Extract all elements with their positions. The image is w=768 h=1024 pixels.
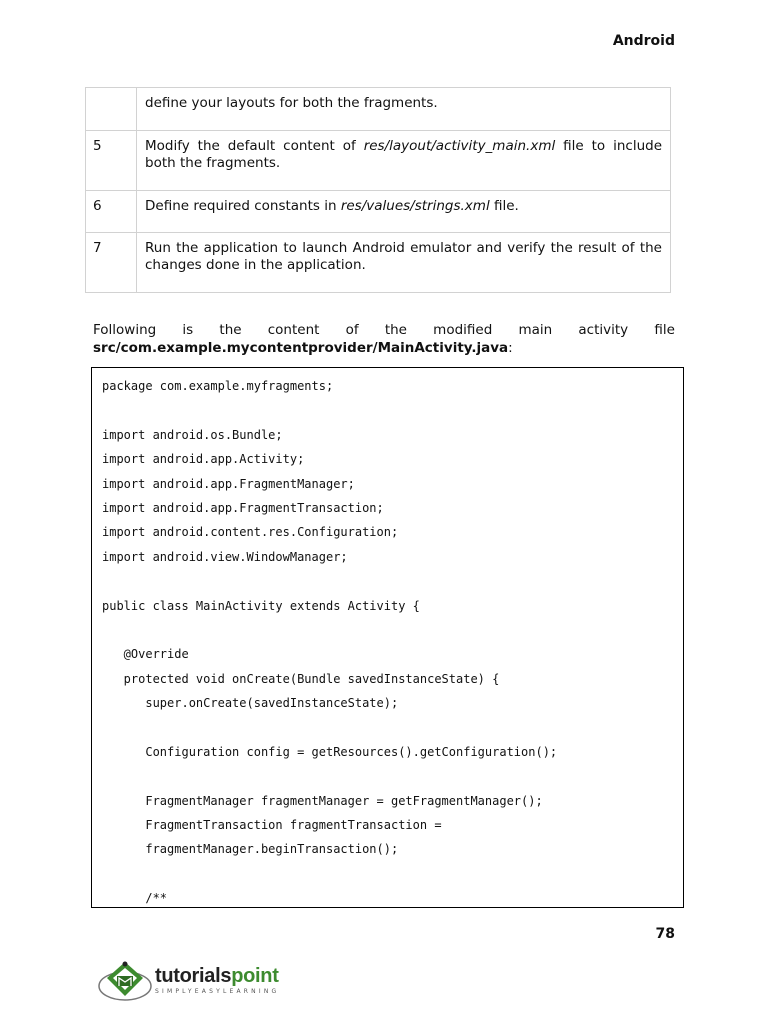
intro-word: activity	[578, 322, 629, 338]
code-line: FragmentManager fragmentManager = getFragmentManager();	[102, 793, 543, 808]
code-line: import android.view.WindowManager;	[102, 549, 348, 564]
intro-paragraph	[93, 321, 675, 357]
code-line: fragmentManager.beginTransaction();	[102, 842, 399, 857]
code-line: FragmentTransaction fragmentTransaction =	[102, 818, 442, 833]
logo-tagline: SIMPLYEASYLEARNING	[155, 988, 280, 995]
intro-word: main	[518, 322, 553, 338]
step-text-segment: file to include both the fragments.	[145, 138, 662, 171]
step-number	[86, 88, 137, 131]
logo-word-point: point	[231, 965, 279, 987]
step-number: 7	[86, 233, 137, 293]
code-line: Configuration config = getResources().getConfiguration();	[102, 744, 558, 759]
code-content	[92, 368, 683, 908]
step-number: 5	[86, 131, 137, 191]
intro-word: the	[384, 322, 407, 338]
logo-word-tutorials: tutorials	[155, 965, 232, 987]
code-line: import android.content.res.Configuration;	[102, 525, 399, 540]
intro-word: the	[219, 322, 242, 338]
step-text-segment: Run the application to launch Android emulator and verify the result of the changes done in the application.	[145, 240, 662, 273]
step-text	[137, 233, 671, 293]
intro-word: content	[267, 322, 320, 338]
step-text	[137, 131, 671, 191]
table-row	[86, 131, 671, 191]
code-line: /**	[102, 891, 168, 906]
table-row	[86, 88, 671, 131]
table-row	[86, 191, 671, 233]
file-path-italic: res/layout/activity_main.xml	[363, 138, 556, 154]
code-line	[102, 715, 683, 739]
code-line	[102, 618, 683, 642]
code-line: import android.app.FragmentTransaction;	[102, 500, 384, 515]
code-line: @Override	[102, 647, 189, 662]
file-path-italic: res/values/strings.xml	[340, 198, 490, 214]
code-line: import android.app.Activity;	[102, 452, 305, 467]
step-text-segment: define your layouts for both the fragments.	[145, 95, 438, 111]
step-text-segment: Modify the default content of	[145, 138, 364, 154]
code-line	[102, 764, 683, 788]
step-text-segment: Define required constants in	[145, 198, 341, 214]
intro-word: Following	[93, 322, 157, 338]
code-line	[102, 398, 683, 422]
code-line	[102, 569, 683, 593]
step-text	[137, 88, 671, 131]
table-row	[86, 233, 671, 293]
code-line: super.onCreate(savedInstanceState);	[102, 696, 399, 711]
step-text	[137, 191, 671, 233]
page-header-title: Android	[612, 33, 675, 49]
code-line: import android.app.FragmentManager;	[102, 476, 355, 491]
step-number: 6	[86, 191, 137, 233]
tutorialspoint-logo-icon	[97, 956, 153, 1004]
intro-suffix: :	[508, 340, 513, 356]
code-line	[102, 862, 683, 886]
code-block	[91, 367, 684, 908]
logo-wordmark	[155, 965, 279, 987]
intro-word: modified	[433, 322, 493, 338]
intro-line-1	[93, 321, 675, 339]
intro-word: file	[654, 322, 675, 338]
code-line: package com.example.myfragments;	[102, 379, 334, 393]
intro-word: of	[345, 322, 359, 338]
page-number: 78	[655, 926, 675, 942]
file-path: src/com.example.mycontentprovider/MainActivity.java	[93, 340, 509, 356]
step-text-segment: file.	[489, 198, 519, 214]
code-line: protected void onCreate(Bundle savedInstanceState) {	[102, 671, 500, 686]
intro-line-2	[93, 339, 675, 357]
tutorialspoint-logo	[97, 956, 279, 1004]
logo-text	[155, 965, 279, 995]
steps-table	[85, 87, 671, 293]
intro-word: is	[182, 322, 194, 338]
code-line: public class MainActivity extends Activity {	[102, 598, 420, 613]
code-line: import android.os.Bundle;	[102, 427, 283, 442]
